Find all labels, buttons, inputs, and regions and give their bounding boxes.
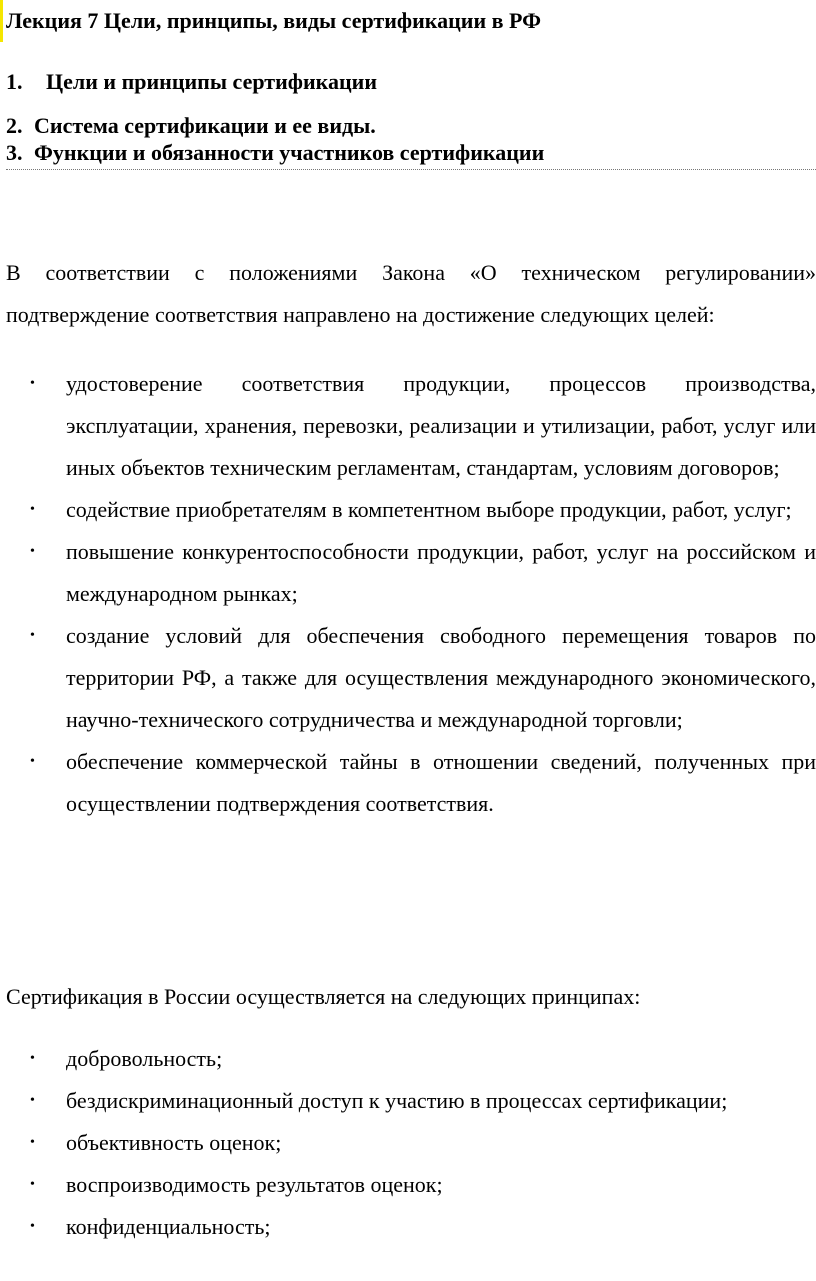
toc-number: 3. bbox=[6, 140, 23, 165]
bullet-icon: • bbox=[30, 1051, 35, 1066]
list-item-text: повышение конкурентоспособности продукции, работ, услуг на российском и международном рынках; bbox=[66, 539, 816, 606]
list-item-text: создание условий для обеспечения свободного перемещения товаров по территории РФ, а также для осуществления международного экономического, научно-технического сотрудничества и международной торговли; bbox=[66, 623, 816, 732]
bullet-icon: • bbox=[30, 1135, 35, 1150]
bullet-icon: • bbox=[30, 1177, 35, 1192]
highlight-marker bbox=[0, 0, 3, 42]
section-divider bbox=[6, 169, 816, 170]
toc-text: Цели и принципы сертификации bbox=[46, 69, 378, 94]
list-item-text: удостоверение соответствия продукции, процессов производства, эксплуатации, хранения, перевозки, реализации и утилизации, работ, услуг или иных объектов техническим регламентам, стандартам, условиям договоров; bbox=[66, 371, 816, 480]
principles-list bbox=[0, 1038, 816, 1248]
toc-number: 2. bbox=[6, 113, 23, 138]
toc-number: 1. bbox=[6, 69, 23, 94]
list-item bbox=[0, 1122, 816, 1164]
list-item bbox=[0, 1206, 816, 1248]
toc-item-3 bbox=[6, 140, 544, 166]
list-item-text: обеспечение коммерческой тайны в отношении сведений, полученных при осуществлении подтверждения соответствия. bbox=[66, 749, 816, 816]
bullet-icon: • bbox=[30, 628, 35, 643]
list-item bbox=[0, 363, 816, 489]
principles-intro: Сертификация в России осуществляется на следующих принципах: bbox=[6, 984, 641, 1009]
list-item-text: добровольность; bbox=[66, 1046, 223, 1071]
toc-item-2 bbox=[6, 113, 376, 139]
list-item bbox=[0, 531, 816, 615]
list-item bbox=[0, 741, 816, 825]
bullet-icon: • bbox=[30, 376, 35, 391]
list-item bbox=[0, 1164, 816, 1206]
list-item-text: конфиденциальность; bbox=[66, 1214, 271, 1239]
toc-text: Система сертификации и ее виды. bbox=[34, 113, 376, 138]
intro-paragraph: В соответствии с положениями Закона «О техническом регулировании» подтверждение соответствия направлено на достижение следующих целей: bbox=[6, 260, 816, 327]
bullet-icon: • bbox=[30, 544, 35, 559]
bullet-icon: • bbox=[30, 502, 35, 517]
list-item bbox=[0, 615, 816, 741]
list-item-text: объективность оценок; bbox=[66, 1130, 282, 1155]
toc-text: Функции и обязанности участников сертификации bbox=[34, 140, 545, 165]
bullet-icon: • bbox=[30, 1093, 35, 1108]
goals-list bbox=[0, 363, 816, 825]
list-item-text: содействие приобретателям в компетентном выборе продукции, работ, услуг; bbox=[66, 497, 792, 522]
list-item bbox=[0, 1038, 816, 1080]
bullet-icon: • bbox=[30, 754, 35, 769]
list-item-text: воспроизводимость результатов оценок; bbox=[66, 1172, 443, 1197]
list-item bbox=[0, 1080, 816, 1122]
list-item bbox=[0, 489, 816, 531]
toc-item-1 bbox=[6, 69, 377, 95]
page-title: Лекция 7 Цели, принципы, виды сертификации в РФ bbox=[6, 8, 541, 33]
list-item-text: бездискриминационный доступ к участию в процессах сертификации; bbox=[66, 1088, 728, 1113]
bullet-icon: • bbox=[30, 1219, 35, 1234]
